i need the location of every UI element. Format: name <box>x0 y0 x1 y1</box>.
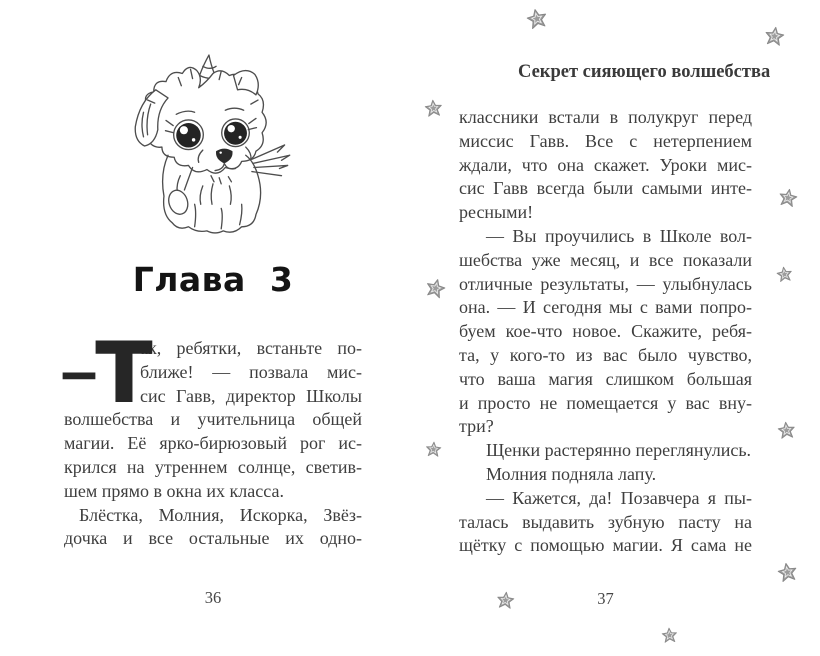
chapter-title <box>64 261 362 299</box>
star-icon <box>524 6 550 32</box>
body-line: — Кажется, да! Позавчера я пы- <box>486 487 752 508</box>
chapter-label: Глава <box>132 260 246 299</box>
body-paragraph <box>459 106 752 225</box>
body-line: дочка и все остальные их одно- <box>64 528 362 549</box>
body-line: ждали, что она скажет. Уроки мис- <box>459 154 752 175</box>
star-icon <box>774 264 793 283</box>
page-number-right: 37 <box>597 589 614 608</box>
dropcap <box>62 326 152 421</box>
body-line: она. — И сегодня мы с вами попро- <box>459 297 752 318</box>
body-paragraph <box>459 439 752 463</box>
running-header: Секрет сияющего волшебства <box>518 62 771 82</box>
star-icon <box>423 98 444 119</box>
body-line: классники встали в полукруг перед <box>459 107 752 127</box>
body-line: талась выдавить зубную пасту на <box>459 511 752 532</box>
body-line: шебства уже месяц, и все показали <box>459 249 752 270</box>
body-paragraph <box>459 487 752 558</box>
left-page-body <box>62 326 362 551</box>
body-line: шем прямо в окна их класса. <box>64 480 284 501</box>
body-paragraph <box>64 504 362 552</box>
body-line: буем кое-что новое. Скажите, ребя- <box>459 321 752 342</box>
body-line: ресными! <box>459 202 534 223</box>
star-icon <box>495 590 516 611</box>
body-line: та, у кого-то из вас было чувство, <box>459 344 752 365</box>
body-line: щётку с помощью магии. Я сама не <box>459 535 752 556</box>
star-icon <box>776 420 797 441</box>
body-line: магии. Её ярко-бирюзовый рог ис- <box>64 433 362 454</box>
chapter-number: 3 <box>269 260 294 299</box>
star-icon <box>762 24 786 48</box>
right-page-body <box>459 106 752 558</box>
star-icon <box>422 275 447 300</box>
dropcap-letter: Т <box>96 326 152 421</box>
puppy-eye-right <box>224 122 247 145</box>
page-number-left: 36 <box>204 588 222 607</box>
body-line: Блёстка, Молния, Искорка, Звёз- <box>79 504 362 525</box>
body-line: и просто не помещается у вас вну- <box>459 392 752 413</box>
body-paragraph <box>459 463 752 487</box>
star-icon <box>424 440 442 458</box>
body-line: сис Гавв всегда были самыми инте- <box>459 178 752 199</box>
body-line: — Вы проучились в Школе вол- <box>486 225 752 246</box>
star-icon <box>775 560 799 584</box>
puppy-paw <box>166 188 191 217</box>
body-line: три? <box>459 416 494 437</box>
puppy-unicorn-illustration <box>131 53 293 237</box>
body-line: Молния подняла лапу. <box>486 463 657 484</box>
body-line: сис Гавв, директор Школы <box>140 385 362 406</box>
body-line: волшебства и учительница общей <box>64 409 362 430</box>
body-paragraph <box>62 326 362 504</box>
body-line: ближе! — позвала мис- <box>140 361 362 382</box>
star-icon <box>660 626 678 644</box>
puppy-eye-left <box>176 123 201 148</box>
body-line: отличные результаты, — улыбнулась <box>459 273 752 294</box>
body-line: миссис Гавв. Все с нетерпением <box>459 130 752 151</box>
dropcap-dash: — <box>62 354 96 394</box>
star-icon <box>776 186 799 209</box>
body-line: что ваша магия слишком большая <box>459 368 752 389</box>
body-line: крился на утреннем солнце, светив- <box>64 456 362 477</box>
body-paragraph <box>459 225 752 439</box>
body-line: ак, ребятки, встаньте по- <box>140 338 362 358</box>
body-line: Щенки растерянно переглянулись. <box>486 440 752 461</box>
